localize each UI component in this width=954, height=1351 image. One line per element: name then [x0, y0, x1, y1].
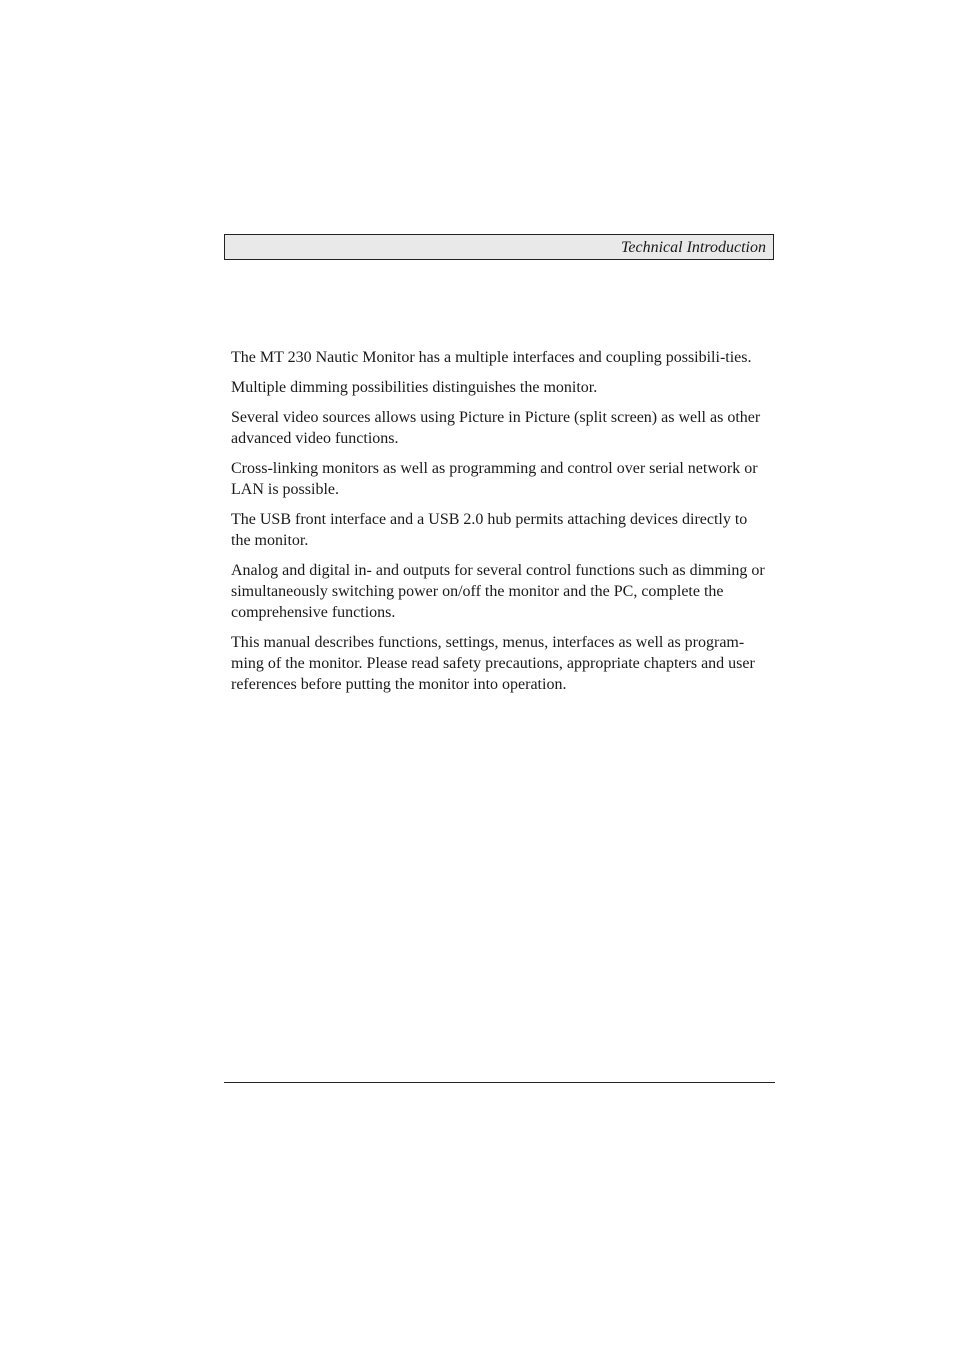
paragraph-interfaces: The MT 230 Nautic Monitor has a multiple interfaces and coupling possibili-ties.	[231, 349, 752, 366]
running-header	[224, 234, 774, 260]
header-title: Technical Introduction	[620, 239, 766, 256]
footer-rule	[224, 1082, 775, 1083]
paragraph-network: Cross-linking monitors as well as programming and control over serial network or LAN is possible.	[231, 460, 758, 498]
body-text	[231, 347, 769, 704]
paragraph-dimming: Multiple dimming possibilities distinguishes the monitor.	[231, 379, 598, 396]
paragraph-io: Analog and digital in- and outputs for several control functions such as dimming or simultaneously switching power on/off the monitor and the PC, complete the comprehensive functions.	[231, 562, 765, 621]
paragraph-manual: This manual describes functions, settings, menus, interfaces as well as program-ming of the monitor. Please read safety precautions, appropriate chapters and user references before putting the monitor into operation.	[231, 634, 755, 693]
paragraph-video: Several video sources allows using Picture in Picture (split screen) as well as other advanced video functions.	[231, 409, 761, 447]
paragraph-usb: The USB front interface and a USB 2.0 hub permits attaching devices directly to the monitor.	[231, 511, 748, 549]
